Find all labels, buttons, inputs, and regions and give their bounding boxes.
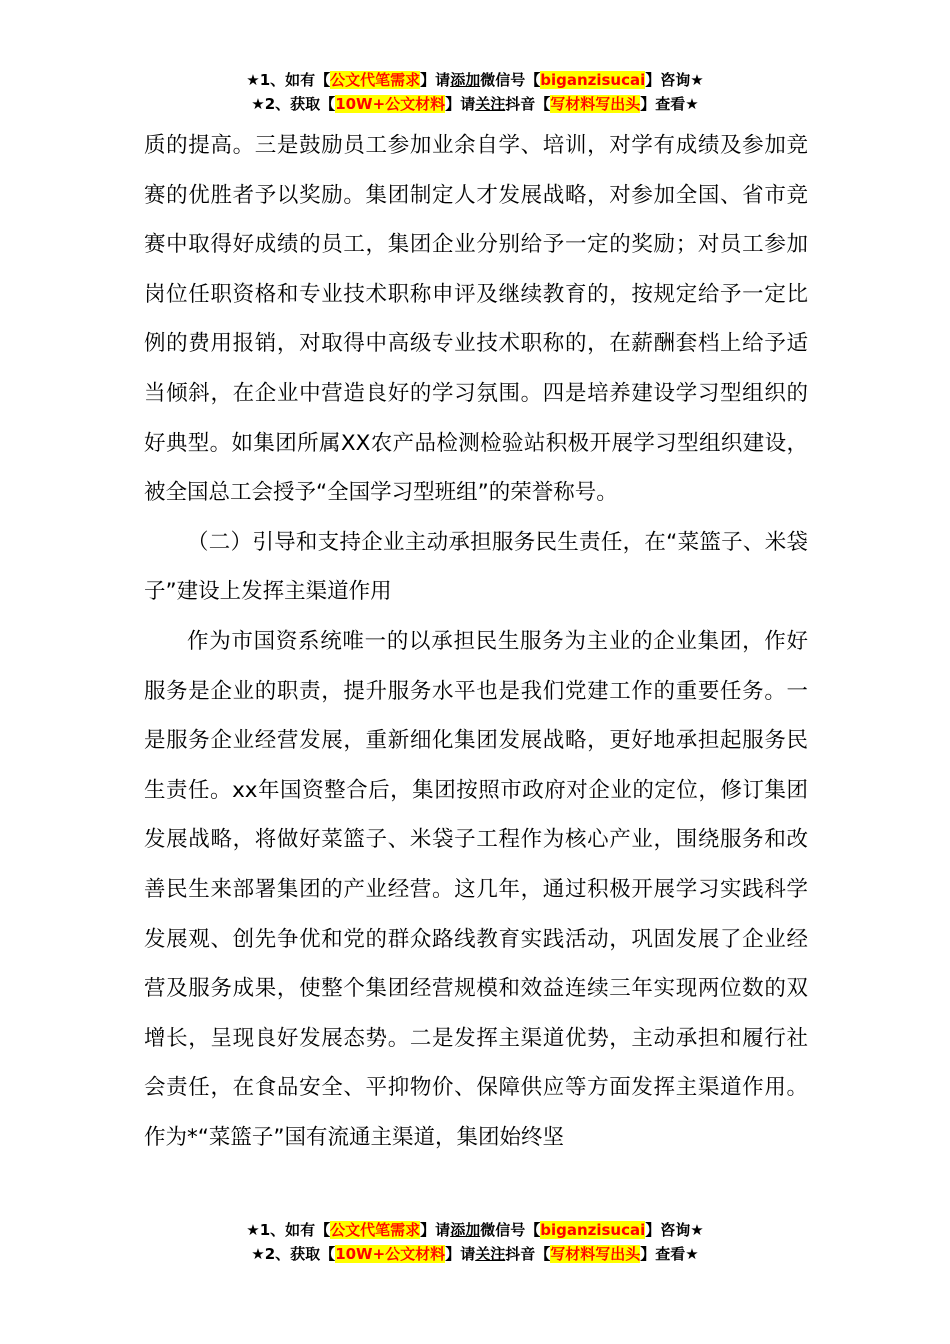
banner-line-2: ★2、获取【10W+公文材料】请关注抖音【写材料写出头】查看★ bbox=[251, 1245, 699, 1263]
paragraph: 作为市国资系统唯一的以承担民生服务为主业的企业集团，作好服务是企业的职责，提升服务水平也是我们党建工作的重要任务。一是服务企业经营发展，重新细化集团发展战略，更好地承担起服务民生责任。xx年国资整合后，集团按照市政府对企业的定位，修订集团发展战略，将做好菜篮子、米袋子工程作为核心产业，围绕服务和改善民生来部署集团的产业经营。这几年，通过积极开展学习实践科学发展观、创先争优和党的群众路线教育实践活动，巩固发展了企业经营及服务成果，使整个集团经营规模和效益连续三年实现两位数的双增长，呈现良好发展态势。二是发挥主渠道优势，主动承担和履行社会责任，在食品安全、平抑物价、保障供应等方面发挥主渠道作用。作为*“菜篮子”国有流通主渠道，集团始终坚 bbox=[144, 628, 808, 1150]
banner-highlight: 10W+公文材料 bbox=[335, 95, 446, 113]
paragraph-continuation: 质的提高。三是鼓励员工参加业余自学、培训，对学有成绩及参加竞赛的优胜者予以奖励。集团制定人才发展战略，对参加全国、省市竞赛中取得好成绩的员工，集团企业分别给予一定的奖励；对员工参加岗位任职资格和专业技术职称申评及继续教育的，按规定给予一定比例的费用报销，对取得中高级专业技术职称的，在薪酬套档上给予适当倾斜，在企业中营造良好的学习氛围。四是培养建设学习型组织的好典型。如集团所属XX农产品检测检验站积极开展学习型组织建设，被全国总工会授予“全国学习型班组”的荣誉称号。 bbox=[144, 133, 808, 506]
document-body bbox=[144, 121, 808, 1162]
banner-highlight: 公文代笔需求 bbox=[330, 1221, 421, 1239]
banner-highlight: biganzisucai bbox=[540, 71, 646, 89]
banner-highlight: biganzisucai bbox=[540, 1221, 646, 1239]
footer-banner bbox=[0, 1218, 950, 1266]
section-heading: （二）引导和支持企业主动承担服务民生责任，在“菜篮子、米袋子”建设上发挥主渠道作用 bbox=[144, 529, 808, 605]
banner-line-1: ★1、如有【公文代笔需求】请添加微信号【biganzisucai】咨询★ bbox=[246, 1221, 704, 1239]
banner-highlight: 公文代笔需求 bbox=[330, 71, 421, 89]
banner-highlight: 写材料写出头 bbox=[550, 95, 641, 113]
banner-line-1: ★1、如有【公文代笔需求】请添加微信号【biganzisucai】咨询★ bbox=[246, 71, 704, 89]
banner-highlight: 写材料写出头 bbox=[550, 1245, 641, 1263]
header-banner bbox=[0, 68, 950, 116]
banner-line-2: ★2、获取【10W+公文材料】请关注抖音【写材料写出头】查看★ bbox=[251, 95, 699, 113]
banner-highlight: 10W+公文材料 bbox=[335, 1245, 446, 1263]
